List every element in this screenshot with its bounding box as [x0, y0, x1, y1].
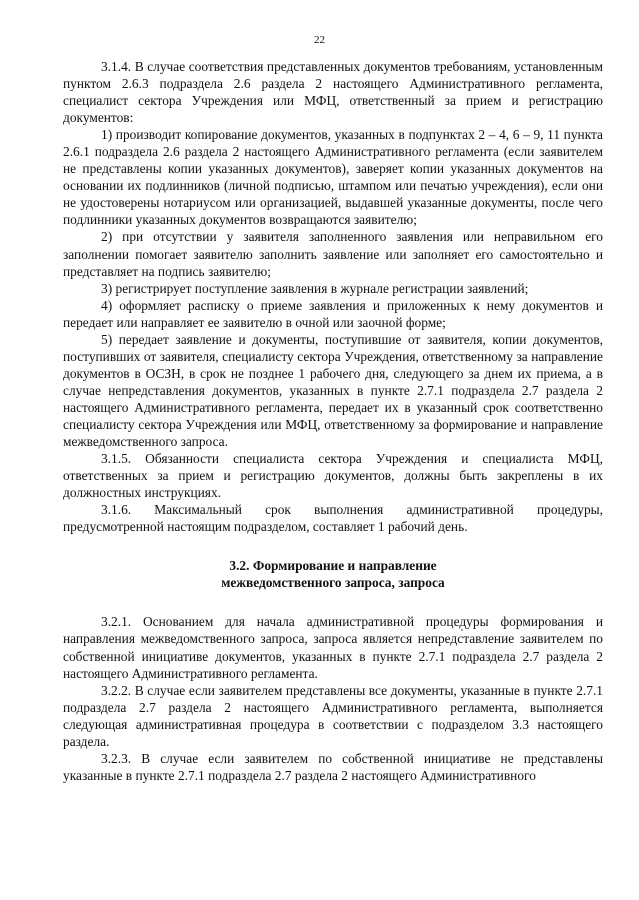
paragraph-item-5: 5) передает заявление и документы, поступившие от заявителя, копии документов, поступивших от заявителя, специалисту сектора Учреждения, ответственному за направление документов в ОСЗН, в срок не позднее 1 рабочего дня, следующего за днем их приема, а в случае непредставления документов, указанных в пункте 2.7.1 подраздела 2.7 раздела 2 настоящего Административного регламента, передает их в указанный срок соответственно специалисту сектора Учреждения или МФЦ, ответственному за формирование и направление межведомственного запроса. [63, 331, 603, 450]
spacer [63, 535, 603, 557]
paragraph-3-2-1: 3.2.1. Основанием для начала административной процедуры формирования и направления межведомственного запроса, запроса является непредставление заявителем по собственной инициативе документов, указанных в пункте 2.7.1 подраздела 2.7 раздела 2 настоящего Административного регламента. [63, 614, 603, 681]
section-heading-line-2: межведомственного запроса, запроса [221, 575, 445, 591]
paragraph-3-1-5: 3.1.5. Обязанности специалиста сектора Учреждения и специалиста МФЦ, ответственных за прием и регистрацию документов, должны быть закреплены в их должностных инструкциях. [63, 451, 603, 501]
document-body [63, 58, 603, 784]
paragraph-3-1-4: 3.1.4. В случае соответствия представленных документов требованиям, установленным пунктом 2.6.3 подраздела 2.6 раздела 2 настоящего Административного регламента, специалист сектора Учреждения или МФЦ, ответственный за прием и регистрацию документов: [63, 59, 603, 126]
scan-speck [461, 629, 463, 631]
page-number: 22 [314, 34, 325, 46]
paragraph-item-1: 1) производит копирование документов, указанных в подпунктах 2 – 4, 6 – 9, 11 пункта 2.6.1 подраздела 2.6 раздела 2 настоящего Административного регламента (если заявителем не представлены копии указанных документов), заверяет копии указанных документов на основании их подлинников (личной подписью, штампом или печатью учреждения), если они не удостоверены нотариусом или организацией, выдавшей указанные документы, после чего подлинники указанных документов возвращаются заявителю; [63, 127, 603, 228]
spacer [63, 591, 603, 613]
section-heading-line-1: 3.2. Формирование и направление [229, 558, 437, 574]
paragraph-3-2-3: 3.2.3. В случае если заявителем по собственной инициативе не представлены указанные в пункте 2.7.1 подраздела 2.7 раздела 2 настоящего Административного [63, 750, 603, 783]
paragraph-3-2-2: 3.2.2. В случае если заявителем представлены все документы, указанные в пункте 2.7.1 подраздела 2.7 раздела 2 настоящего Административного регламента, выполняется следующая административная процедура в соответствии с подразделом 3.3 настоящего раздела. [63, 682, 603, 749]
paragraph-item-3: 3) регистрирует поступление заявления в журнале регистрации заявлений; [101, 280, 529, 296]
paragraph-3-1-6: 3.1.6. Максимальный срок выполнения административной процедуры, предусмотренной настоящим подразделом, составляет 1 рабочий день. [63, 502, 603, 535]
paragraph-item-4: 4) оформляет расписку о приеме заявления и приложенных к нему документов и передает или направляет ее заявителю в очной или заочной форме; [63, 297, 603, 330]
paragraph-item-2: 2) при отсутствии у заявителя заполненного заявления или неправильном его заполнении помогает заявителю заполнить заявление или заполняет его самостоятельно и представляет на подпись заявителю; [63, 229, 603, 279]
